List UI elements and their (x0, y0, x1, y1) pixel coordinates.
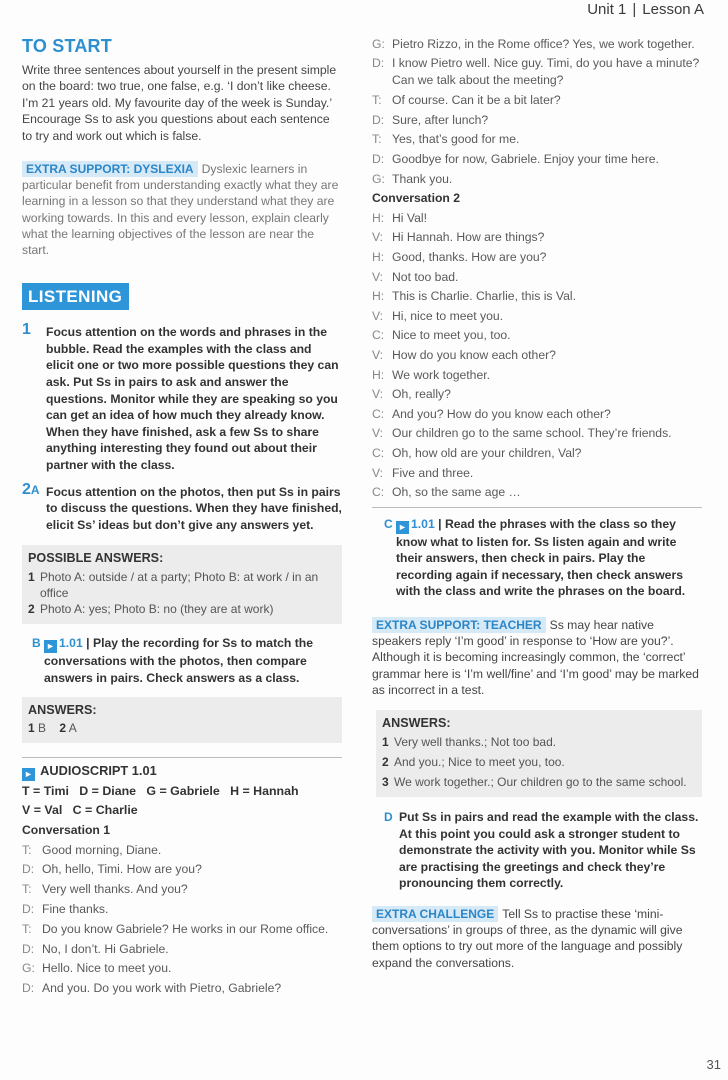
dialog-line: H: This is Charlie. Charlie, this is Val. (372, 289, 576, 304)
answers-b-box (22, 697, 342, 743)
speaker-key (22, 782, 342, 821)
extra-challenge (372, 906, 702, 971)
exercise-2a (22, 480, 342, 534)
exercise-1-number: 1 (22, 321, 31, 339)
speaker-key-line-1: T = Timi D = Diane G = Gabriele H = Hannah (22, 783, 299, 798)
conversation-1-title: Conversation 1 (22, 822, 111, 837)
extra-support-teacher-tag: EXTRA SUPPORT: TEACHER (372, 617, 546, 633)
dialog-line: T: Good morning, Diane. (22, 842, 162, 857)
exercise-2b-letter: B (32, 636, 41, 651)
dialog-line: V: Not too bad. (372, 269, 459, 284)
possible-answer-2: 2 Photo A: yes; Photo B: no (they are at work) (28, 602, 274, 617)
conversation-1-right (372, 36, 702, 503)
dialog-line: V: Our children go to the same school. They’re friends. (372, 426, 672, 441)
dialog-line: H: Hi Val! (372, 210, 427, 225)
dialog-line: D: And you. Do you work with Pietro, Gabriele? (22, 981, 282, 996)
dialog-line: D: Fine thanks. (22, 901, 109, 916)
answers-c-box (376, 710, 702, 797)
extra-support-dyslexia (22, 161, 342, 258)
extra-support-teacher (372, 617, 702, 698)
extra-support-teacher-text: Ss may hear native speakers reply ‘I’m good’ in response to ‘How are you?’. Although it is becoming increasingly common, the ‘correct’ grammar here is ‘I’m well/fine’ and ‘I’m good’ may be marked as incorrect in a test. (372, 618, 699, 697)
dialog-line: T: Do you know Gabriele? He works in our Rome office. (22, 921, 329, 936)
exercise-2a-letter: A (30, 482, 40, 497)
dialog-line: D: Oh, hello, Timi. How are you? (22, 862, 202, 877)
header-separator: | (632, 1, 637, 18)
dialog-line: C: Nice to meet you, too. (372, 328, 511, 343)
extra-challenge-tag: EXTRA CHALLENGE (372, 906, 498, 922)
dialog-line: C: And you? How do you know each other? (372, 406, 611, 421)
listening-heading: LISTENING (22, 283, 129, 310)
exercise-c-letter: C (384, 516, 393, 531)
dialog-line: V: Oh, really? (372, 387, 451, 402)
dialog-line: V: Hi Hannah. How are things? (372, 230, 545, 245)
extra-challenge-text: Tell Ss to practise these ‘mini-conversations’ in groups of three, as the dynamic will give them options to try out more of the language and possibly expand the conversations. (372, 907, 683, 970)
extra-support-dyslexia-text: Dyslexic learners in particular benefit from understanding exactly what they are learning in a lesson so that they understand what they are working towards. In this and every lesson, explain clearly what the learning objectives of the lesson are near the start. (22, 162, 339, 258)
lesson-label: Lesson A (642, 1, 704, 18)
dialog-line: T: Yes, that’s good for me. (372, 132, 520, 147)
dialog-line: D: Sure, after lunch? (372, 112, 489, 127)
exercise-2b-text: Play the recording for Ss to match the conversations with the photos, then compare answers in pairs. Check answers as a class. (44, 636, 314, 685)
to-start-heading: TO START (22, 36, 112, 56)
right-column (372, 36, 702, 971)
recording-number: 1.01 (59, 636, 83, 651)
exercise-2a-text: Focus attention on the photos, then put Ss in pairs to discuss the questions. When they have finished, elicit Ss’ ideas but don’t give any answers yet. (46, 484, 342, 532)
answer-c-2: 2 And you.; Nice to meet you, too. (382, 755, 565, 770)
exercise-1 (22, 321, 342, 473)
audio-speaker-icon[interactable]: ► (396, 521, 409, 534)
answers-c-title: ANSWERS: (382, 716, 451, 731)
exercise-2b: B ► 1.01 | Play the recording for Ss to match the conversations with the photos, then compare answers in pairs. Check answers as a class. (32, 636, 314, 685)
exercise-2-number: 2A (22, 480, 40, 498)
possible-answers-title: POSSIBLE ANSWERS: (28, 551, 164, 566)
dialog-line: H: We work together. (372, 367, 490, 382)
dialog-line: H: Good, thanks. How are you? (372, 249, 547, 264)
dialog-line: G: Hello. Nice to meet you. (22, 961, 172, 976)
answers-b-values: 1 B 2 A (28, 720, 77, 735)
conversation-2-title: Conversation 2 (372, 191, 461, 206)
dialog-line: G: Pietro Rizzo, in the Rome office? Yes, we work together. (372, 37, 695, 51)
audio-speaker-icon[interactable]: ► (44, 640, 57, 653)
dialog-line: V: How do you know each other? (372, 347, 556, 362)
recording-number: 1.01 (411, 516, 435, 531)
speaker-key-line-2: V = Val C = Charlie (22, 803, 138, 818)
answers-b-title: ANSWERS: (28, 702, 97, 717)
dialog-line: T: Very well thanks. And you? (22, 882, 188, 897)
audioscript-title: ► AUDIOSCRIPT 1.01 (22, 763, 342, 781)
exercise-d (372, 809, 702, 892)
audioscript-speaker-icon[interactable]: ► (22, 768, 35, 781)
left-column (22, 36, 342, 999)
unit-label: Unit 1 (587, 1, 627, 18)
answer-c-1: 1 Very well thanks.; Not too bad. (382, 735, 557, 750)
dialog-line: C: Oh, so the same age … (372, 485, 521, 500)
dialog-line: D: No, I don’t. Hi Gabriele. (22, 941, 169, 956)
exercise-c: C ► 1.01 | Read the phrases with the class so they know what to listen for. Ss listen again and write their answers, then check in pairs. Play the recording again if necessary, then check answers with the class and write the phrases on the board. (384, 516, 686, 599)
to-start-text: Write three sentences about yourself in the present simple on the board: two true, one false, e.g. ‘I don’t like cheese. I’m 21 years old. My favourite day of the week is Sunday.’ Encourage Ss to ask you questions about each sentence to try and work out which is false. (22, 63, 337, 143)
dialog-line: T: Of course. Can it be a bit later? (372, 93, 561, 108)
dialog-line: C: Oh, how old are your children, Val? (372, 445, 582, 460)
exercise-c-text: Read the phrases with the class so they know what to listen for. Ss listen again and write their answers, then check in pairs. Play the recording again if necessary, then check answers with the class and write the phrases on the board. (396, 516, 686, 599)
dialog-line: D: I know Pietro well. Nice guy. Timi, do you have a minute? Can we talk about the meeting? (372, 56, 700, 87)
dialog-line: D: Goodbye for now, Gabriele. Enjoy your time here. (372, 152, 659, 166)
possible-answer-1: 1 Photo A: outside / at a party; Photo B: at work / in an office (28, 570, 319, 601)
answer-c-3: 3 We work together.; Our children go to the same school. (382, 775, 687, 790)
possible-answers-box (22, 545, 342, 624)
page-number: 31 (706, 1057, 721, 1072)
exercise-d-text: Put Ss in pairs and read the example with the class. At this point you could ask a stronger student to demonstrate the activity with you. Monitor while Ss are practising the greetings and check they’re pronouncing them correctly. (399, 810, 699, 891)
exercise-1-text: Focus attention on the words and phrases in the bubble. Read the examples with the class and elicit one or two more possible questions they can ask. Put Ss in pairs to ask and answer the questions. Monitor while they are speaking so you can get an idea of how much they already know. When they have finished, ask a few Ss to share anything interesting they found out about their partner with the class. (46, 325, 339, 472)
conversation-1-left (22, 821, 342, 999)
extra-support-dyslexia-tag: EXTRA SUPPORT: DYSLEXIA (22, 161, 198, 177)
dialog-line: V: Five and three. (372, 465, 474, 480)
dialog-line: V: Hi, nice to meet you. (372, 308, 504, 323)
exercise-d-letter: D (384, 810, 393, 825)
page-header (587, 1, 704, 18)
dialog-line: G: Thank you. (372, 171, 453, 186)
